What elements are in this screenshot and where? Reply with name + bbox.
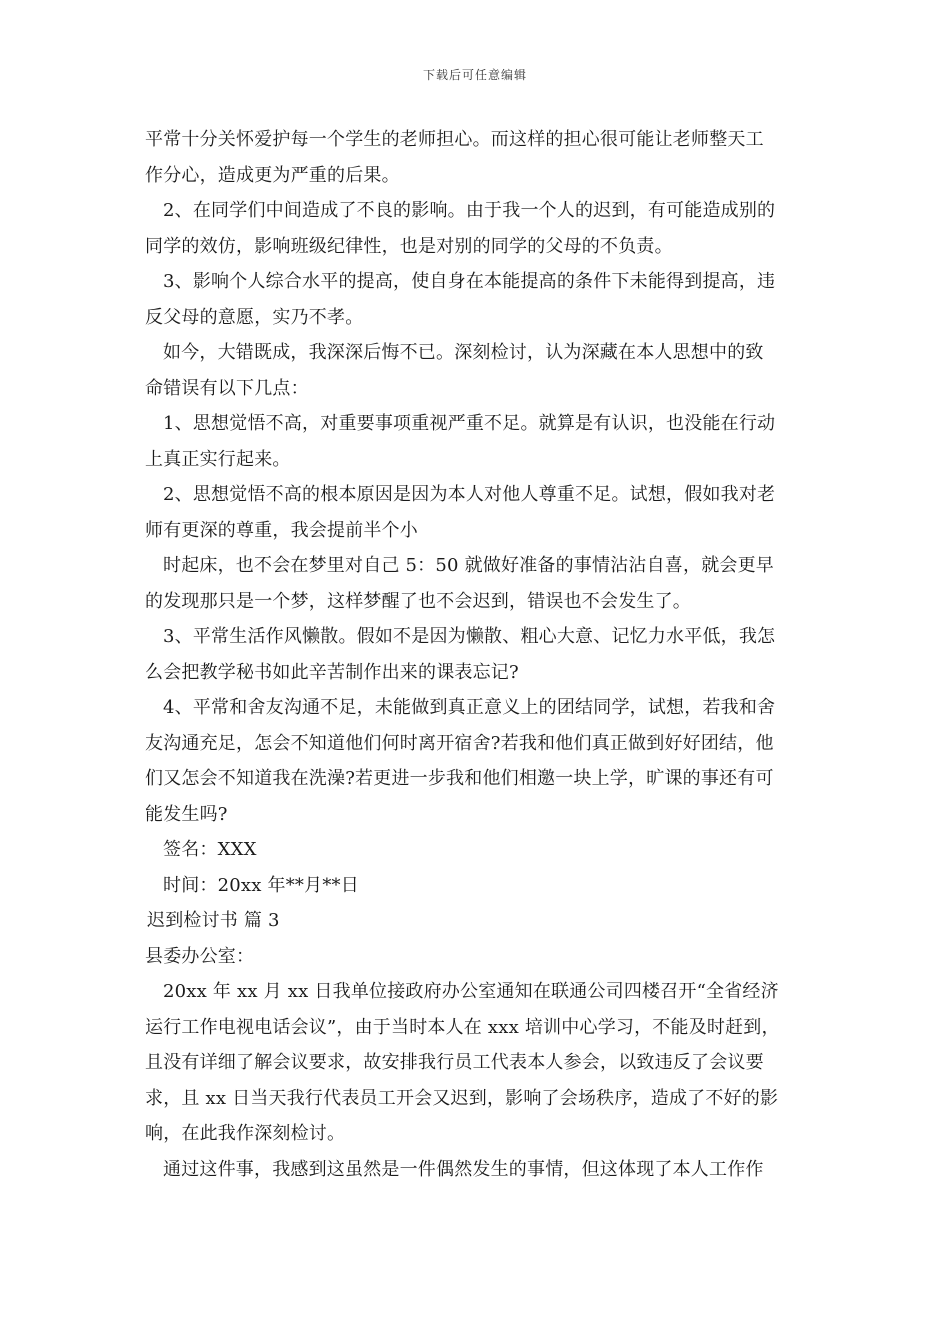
text-line: 上真正实行起来。 xyxy=(145,448,291,470)
text-line: 2、思想觉悟不高的根本原因是因为本人对他人尊重不足。试想，假如我对老 xyxy=(163,484,776,505)
text-line: 3、影响个人综合水平的提高，使自身在本能提高的条件下未能得到提高，违 xyxy=(163,271,776,292)
text-line: 通过这件事，我感到这虽然是一件偶然发生的事情，但这体现了本人工作作 xyxy=(163,1158,764,1180)
text-line: 平常十分关怀爱护每一个学生的老师担心。而这样的担心很可能让老师整天工 xyxy=(145,129,764,150)
page-header: 下载后可任意编辑 xyxy=(422,68,527,82)
text-line: 么会把教学秘书如此辛苦制作出来的课表忘记? xyxy=(145,661,519,683)
text-line: 友沟通充足，怎会不知道他们何时离开宿舍?若我和他们真正做到好好团结，他 xyxy=(145,732,774,754)
section-title: 迟到检讨书 篇 3 xyxy=(147,910,280,931)
text-line: 运行工作电视电话会议”，由于当时本人在 xxx 培训中心学习，不能及时赶到， xyxy=(145,1016,780,1038)
document-body xyxy=(145,122,815,1187)
text-line: 时起床，也不会在梦里对自己 5：50 就做好准备的事情沾沾自喜，就会更早 xyxy=(163,555,774,576)
text-line: 同学的效仿，影响班级纪律性，也是对别的同学的父母的不负责。 xyxy=(145,235,673,257)
date-line: 时间：20xx 年**月**日 xyxy=(163,874,359,896)
text-line: 能发生吗? xyxy=(145,803,228,825)
text-line: 的发现那只是一个梦，这样梦醒了也不会迟到，错误也不会发生了。 xyxy=(145,590,691,612)
text-line: 命错误有以下几点： xyxy=(145,377,309,399)
text-line: 且没有详细了解会议要求，故安排我行员工代表本人参会，以致违反了会议要 xyxy=(145,1052,764,1073)
text-line: 3、平常生活作风懒散。假如不是因为懒散、粗心大意、记忆力水平低，我怎 xyxy=(163,626,776,647)
text-line: 求，且 xx 日当天我行代表员工开会又迟到，影响了会场秩序，造成了不好的影 xyxy=(145,1087,779,1109)
signature-line: 签名：XXX xyxy=(163,839,257,860)
text-line: 们又怎会不知道我在洗澡?若更进一步我和他们相邀一块上学，旷课的事还有可 xyxy=(145,768,774,789)
text-line: 反父母的意愿，实乃不孝。 xyxy=(145,306,364,328)
text-line: 响，在此我作深刻检讨。 xyxy=(145,1123,346,1144)
salutation: 县委办公室： xyxy=(145,945,255,967)
text-line: 20xx 年 xx 月 xx 日我单位接政府办公室通知在联通公司四楼召开“全省经济 xyxy=(163,981,779,1002)
text-line: 2、在同学们中间造成了不良的影响。由于我一个人的迟到，有可能造成别的 xyxy=(163,200,776,221)
text-line: 作分心，造成更为严重的后果。 xyxy=(145,164,400,186)
text-line: 4、平常和舍友沟通不足，未能做到真正意义上的团结同学，试想，若我和舍 xyxy=(163,697,776,718)
text-line: 师有更深的尊重，我会提前半个小 xyxy=(145,519,418,541)
text-line: 如今，大错既成，我深深后悔不已。深刻检讨，认为深藏在本人思想中的致 xyxy=(163,342,764,363)
text-line: 1、思想觉悟不高，对重要事项重视严重不足。就算是有认识，也没能在行动 xyxy=(163,413,776,434)
